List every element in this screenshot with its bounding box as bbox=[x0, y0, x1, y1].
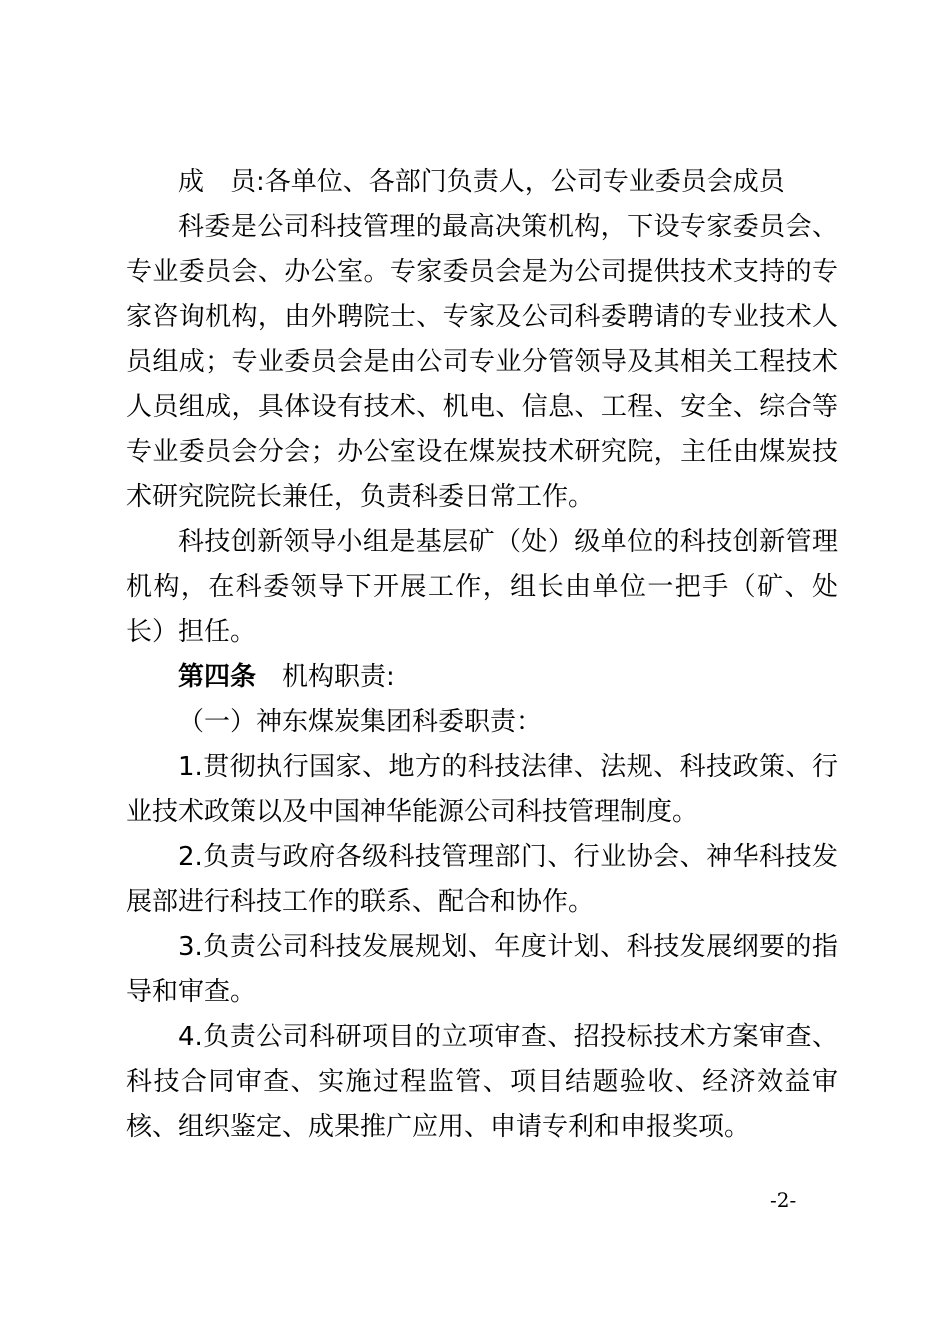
members-paragraph: 成 员:各单位、各部门负责人，公司专业委员会成员 bbox=[178, 167, 785, 197]
duty-item-2: 2.负责与政府各级科技管理部门、行业协会、神华科技发展部进行科技工作的联系、配合和协作。 bbox=[126, 842, 838, 917]
duty-item-1: 1.贯彻执行国家、地方的科技法律、法规、科技政策、行业技术政策以及中国神华能源公司科技管理制度。 bbox=[126, 752, 838, 827]
section-heading: （一）神东煤炭集团科委职责： bbox=[178, 707, 543, 737]
article-heading: 第四条 bbox=[178, 662, 257, 692]
duty-item-4: 4.负责公司科研项目的立项审查、招投标技术方案审查、科技合同审查、实施过程监管、项目结题验收、经济效益审核、组织鉴定、成果推广应用、申请专利和申报奖项。 bbox=[126, 1022, 838, 1142]
page-number: -2- bbox=[770, 1188, 797, 1212]
article-title: 机构职责: bbox=[282, 662, 395, 692]
committee-paragraph: 科委是公司科技管理的最高决策机构，下设专家委员会、专业委员会、办公室。专家委员会是为公司提供技术支持的专家咨询机构，由外聘院士、专家及公司科委聘请的专业技术人员组成；专业委员会是由公司专业分管领导及其相关工程技术人员组成，具体设有技术、机电、信息、工程、安全、综合等专业委员会分会；办公室设在煤炭技术研究院，主任由煤炭技术研究院院长兼任，负责科委日常工作。 bbox=[126, 212, 838, 512]
innovation-group-paragraph: 科技创新领导小组是基层矿（处）级单位的科技创新管理机构，在科委领导下开展工作，组长由单位一把手（矿、处长）担任。 bbox=[126, 527, 838, 647]
duty-item-3: 3.负责公司科技发展规划、年度计划、科技发展纲要的指导和审查。 bbox=[126, 932, 838, 1007]
article-four-line bbox=[126, 655, 838, 700]
document-body bbox=[126, 160, 838, 1150]
